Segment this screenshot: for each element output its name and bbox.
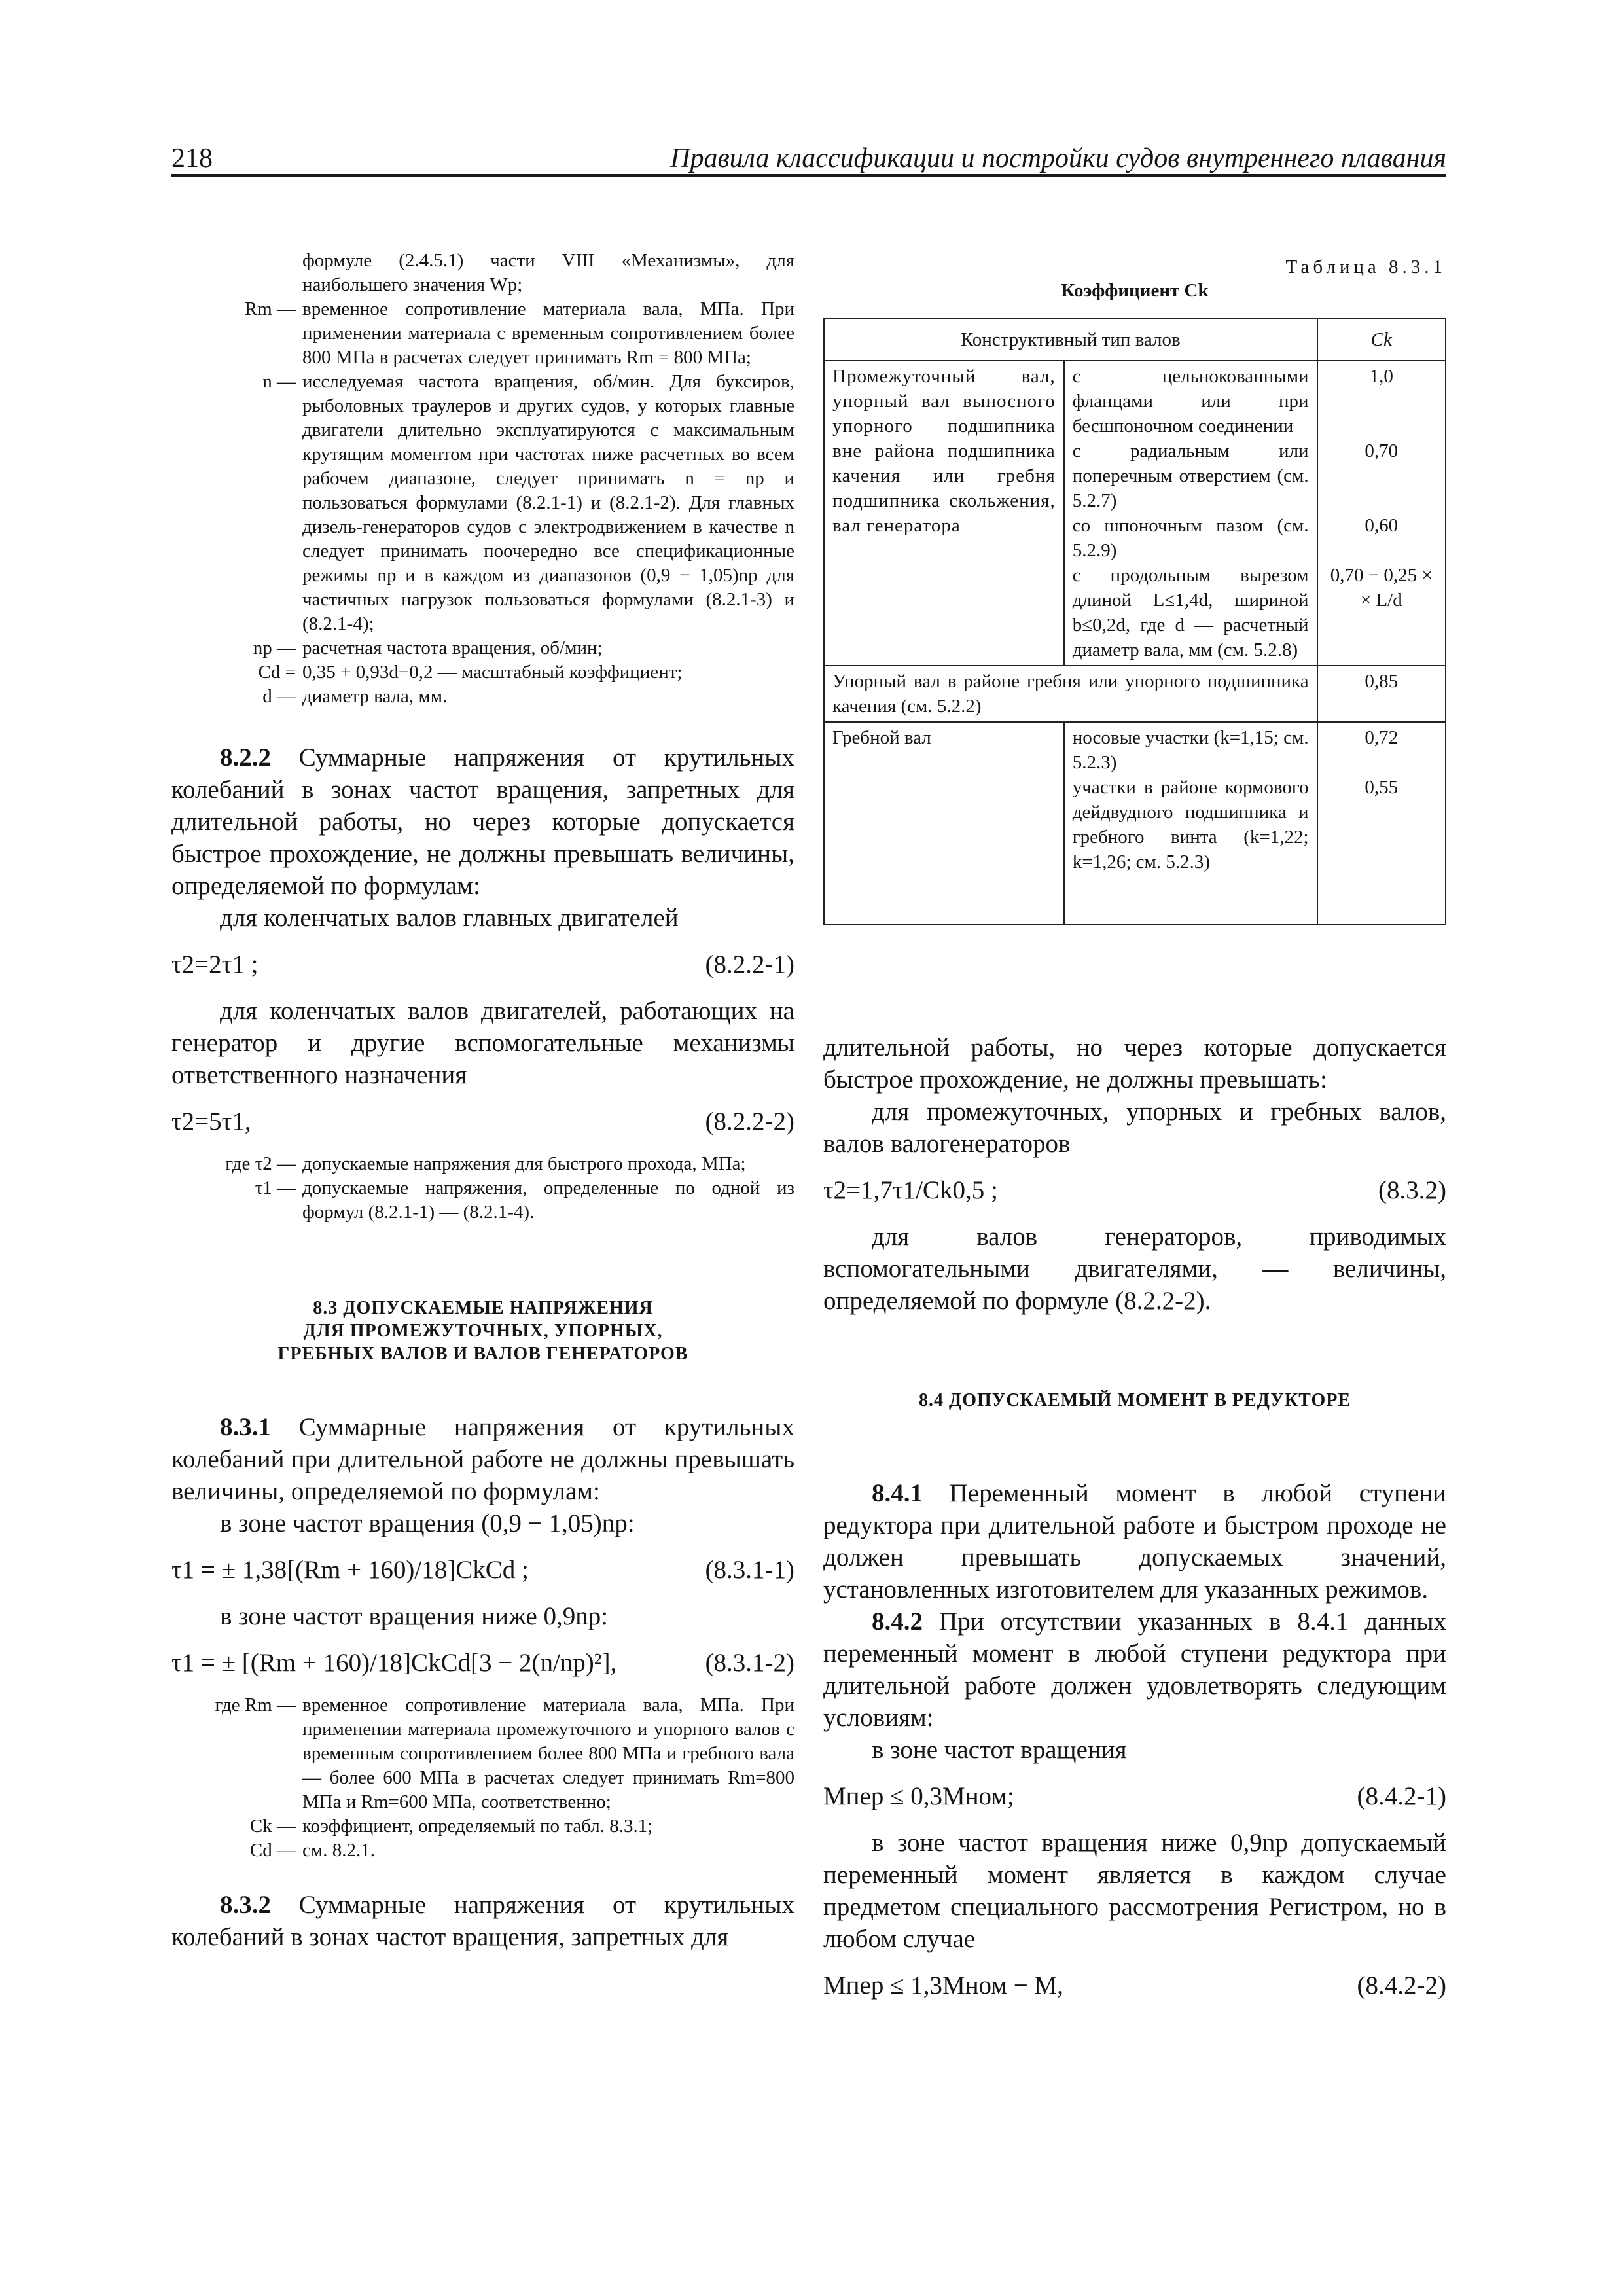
definition-row: d — диаметр вала, мм.	[262, 686, 448, 707]
definition-row: n — исследуемая частота вращения, об/мин. Для буксиров, рыболовных траулеров и других судов, у которых главные двигатели длительно эксплуатируются с максимальным крутящим моментом при частотах ниже расчетных во всем рабочем диапазоне, следует принимать n = np и пользоваться формулами (8.2.1-1) и (8.2.1-2). Для главных дизель-генераторов судов с электродвижением в качестве n следует принимать поочередно все спецификационные режимы np и в каждом из диапазонов (0,9 − 1,05)np для частичных нагрузок пользоваться формулами (8.2.1-3) и (8.2.1-4);	[262, 371, 794, 634]
definitions-8-3-1	[171, 1693, 794, 1863]
definition-row: Ck — коэффициент, определяемый по табл. 8.3.1;	[249, 1816, 653, 1837]
table-name: Коэффициент Ck	[1061, 280, 1209, 301]
paragraph-8-3-1: 8.3.1 Суммарные напряжения от крутильных колебаний при длительной работе не должны превышать величины, определяемой по формулам:	[171, 1413, 795, 1505]
table-header-cell: Конструктивный тип валов	[824, 319, 1317, 361]
equation-8-4-2-2: Mпер ≤ 1,3Mном − M, (8.4.2-2)	[823, 1971, 1446, 2000]
header-rule	[171, 174, 1446, 177]
table-cell: Упорный вал в районе гребня или упорного подшипника качения (см. 5.2.2)	[824, 666, 1317, 722]
coefficient-table	[823, 318, 1446, 925]
paragraph-8-2-2: 8.2.2 Суммарные напряжения от крутильных колебаний в зонах частот вращения, запретных для длительной работы, но через которые допускается быстрое прохождение, не должны превышать величины, определяемой по формулам:	[171, 744, 795, 900]
section-8-4-title: 8.4 ДОПУСКАЕМЫЙ МОМЕНТ В РЕДУКТОРЕ	[918, 1390, 1351, 1410]
paragraph-8-2-2-sub2: для коленчатых валов двигателей, работающих на генератор и другие вспомогательные механизмы ответственного назначения	[171, 997, 794, 1089]
equation-8-3-2: τ2=1,7τ1/Ck0,5 ; (8.3.2)	[823, 1176, 1446, 1204]
definition-row: формуле (2.4.5.1) части VIII «Механизмы», для наибольшего значения Wp;	[302, 250, 794, 295]
table-cell: 0,72 0,55	[1317, 722, 1446, 925]
right-column	[823, 1031, 1446, 2001]
equation-8-3-1-1: τ1 = ± 1,38[(Rm + 160)/18]CkCd ; (8.3.1-1)	[171, 1556, 794, 1584]
equation-8-2-2-1: τ2=2τ1 ; (8.2.2-1)	[171, 950, 794, 978]
paragraph-8-3-2-sub2: для валов генераторов, приводимых вспомогательными двигателями, — величины, определяемой по формуле (8.2.2-2).	[823, 1223, 1446, 1315]
table-caption: Таблица 8.3.1	[1285, 257, 1446, 278]
table-row	[824, 361, 1446, 666]
table-row	[824, 666, 1446, 722]
table-cell: Гребной вал	[824, 722, 1064, 925]
paragraph-8-4-1: 8.4.1 Переменный момент в любой ступени редуктора при длительной работе и быстром проходе не должен превышать допускаемых значений, установленных изготовителем для указанных режимов.	[823, 1479, 1447, 1604]
top-definitions	[171, 249, 794, 709]
paragraph-8-2-2-sub1: для коленчатых валов главных двигателей	[220, 904, 679, 932]
equation-8-2-2-2: τ2=5τ1, (8.2.2-2)	[171, 1107, 794, 1136]
paragraph-8-3-1-sub1: в зоне частот вращения (0,9 − 1,05)np:	[220, 1509, 635, 1537]
table-row	[824, 722, 1446, 925]
definition-row: где τ2 — допускаемые напряжения для быстрого прохода, МПа;	[225, 1153, 746, 1174]
running-title: Правила классификации и постройки судов внутреннего плавания	[670, 143, 1446, 173]
table-cell: 0,85	[1317, 666, 1446, 722]
left-column	[171, 249, 794, 1953]
paragraph-8-3-2-continued: длительной работы, но через которые допускается быстрое прохождение, не должны превышать:	[823, 1033, 1446, 1094]
table-cell: с цельнокованными фланцами или при бесшпоночном соединении с радиальным или поперечным отверстием (см. 5.2.7) со шпоночным пазом (см. 5.2.9) с продольным вырезом длиной L≤1,4d, шириной b≤0,2d, где d — расчетный диаметр вала, мм (см. 5.2.8)	[1064, 361, 1317, 666]
definition-row: Cd — см. 8.2.1.	[249, 1840, 375, 1861]
table-cell: Промежуточный вал, упорный вал выносного упорного подшипника вне района подшипника качения или гребня подшипника скольжения, вал генератора	[824, 361, 1064, 666]
table-cell: 1,0 0,70 0,60 0,70 − 0,25 × × L/d	[1317, 361, 1446, 666]
paragraph-8-4-2-sub2: в зоне частот вращения ниже 0,9np допускаемый переменный момент является в каждом случае предметом специального рассмотрения Регистром, но в любом случае	[823, 1829, 1446, 1953]
table-cell: носовые участки (k=1,15; см. 5.2.3) участки в районе кормового дейдвудного подшипника и гребного винта (k=1,22; k=1,26; см. 5.2.3)	[1064, 722, 1317, 925]
definition-row: np — расчетная частота вращения, об/мин;	[253, 637, 603, 658]
paragraph-8-4-2-sub1: в зоне частот вращения	[872, 1736, 1127, 1764]
definition-row: Cd = 0,35 + 0,93d−0,2 — масштабный коэффициент;	[258, 662, 683, 683]
table-header-cell: Ck	[1317, 319, 1446, 361]
table-header-row	[824, 319, 1446, 361]
paragraph-8-3-2: 8.3.2 Суммарные напряжения от крутильных колебаний в зонах частот вращения, запретных для	[171, 1891, 795, 1951]
page-number: 218	[171, 143, 213, 173]
definition-row: τ1 — допускаемые напряжения, определенные по одной из формул (8.2.1-1) — (8.2.1-4).	[255, 1177, 794, 1223]
paragraph-8-3-2-sub1: для промежуточных, упорных и гребных валов, валов валогенераторов	[823, 1098, 1446, 1158]
definition-row: Rm — временное сопротивление материала вала, МПа. При применении материала с временным сопротивлением более 800 МПа в расчетах следует принимать Rm = 800 МПа;	[244, 298, 794, 368]
definitions-8-2-2	[171, 1152, 794, 1225]
definition-row: где Rm — временное сопротивление материала вала, МПа. При применении материала промежуточного и упорного валов с временным сопротивлением более 800 МПа и гребного вала — более 600 МПа в расчетах следует принимать Rm=800 МПа и Rm=600 МПа, соответственно;	[215, 1695, 794, 1812]
paragraph-8-3-1-sub2: в зоне частот вращения ниже 0,9np:	[220, 1602, 609, 1630]
equation-8-4-2-1: Mпер ≤ 0,3Mном; (8.4.2-1)	[823, 1782, 1446, 1810]
equation-8-3-1-2: τ1 = ± [(Rm + 160)/18]CkCd[3 − 2(n/np)²], (8.3.1-2)	[171, 1649, 794, 1677]
paragraph-8-4-2: 8.4.2 При отсутствии указанных в 8.4.1 данных переменный момент в любой ступени редуктора при длительной работе должен удовлетворять следующим условиям:	[823, 1607, 1446, 1732]
section-8-3-title: 8.3 ДОПУСКАЕМЫЕ НАПРЯЖЕНИЯ ДЛЯ ПРОМЕЖУТОЧНЫХ, УПОРНЫХ, ГРЕБНЫХ ВАЛОВ И ВАЛОВ ГЕНЕРАТОРОВ	[277, 1298, 688, 1364]
